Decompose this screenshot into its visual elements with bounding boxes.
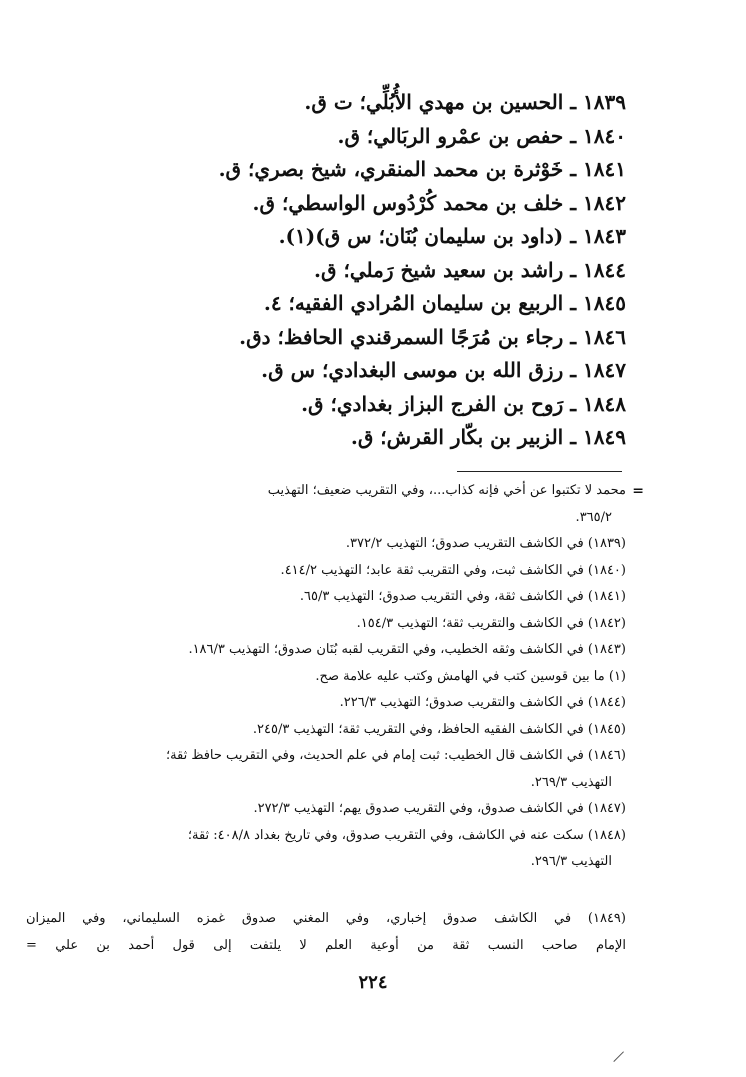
footnote-1: (١) ما بين قوسين كتب في الهامش وكتب عليه علامة صح. xyxy=(315,668,626,684)
footnote-1847: (١٨٤٧) في الكاشف صدوق، وفي التقريب صدوق يهم؛ التهذيب ٢٧٢/٣. xyxy=(253,801,626,816)
entry-1846: ١٨٤٦ ـ رجاء بن مُرَجًا السمرقندي الحافظ؛ دق. xyxy=(239,324,626,349)
footnote-continuation xyxy=(66,478,644,505)
footnotes xyxy=(66,478,644,876)
footnote-line: ٣٦٥/٢. xyxy=(575,509,612,525)
entry-1848: ١٨٤٨ ـ رَوح بن الفرج البزاز بغدادي؛ ق. xyxy=(301,391,626,416)
footnote-1848: (١٨٤٨) سكت عنه في الكاشف، وفي التقريب صدوق، وفي تاريخ بغداد ٤٠٨/٨: ثقة؛ xyxy=(187,827,626,843)
footnote-1841: (١٨٤١) في الكاشف ثقة، وفي التقريب صدوق؛ التهذيب ٦٥/٣. xyxy=(299,589,626,604)
page-number: ٢٢٤ xyxy=(358,972,388,993)
entry-1841: ١٨٤١ ـ خَوْثرة بن محمد المنقري، شيخ بصري؛ ق. xyxy=(218,157,626,181)
continuation-marker: = xyxy=(632,483,644,499)
footnote-1840: (١٨٤٠) في الكاشف ثبت، وفي التقريب ثقة عابد؛ التهذيب ٤١٤/٢. xyxy=(280,562,626,578)
footnote-1839: (١٨٣٩) في الكاشف التقريب صدوق؛ التهذيب ٣٧٢/٢. xyxy=(345,536,626,551)
entries-list xyxy=(106,86,626,455)
entry-1840: ١٨٤٠ ـ حفص بن عمْرو الربَالي؛ ق. xyxy=(337,123,626,148)
footnote-line: التهذيب ٢٦٩/٣. xyxy=(530,774,612,790)
entry-1845: ١٨٤٥ ـ الربيع بن سليمان المُرادي الفقيه؛ ٤. xyxy=(263,291,626,315)
entry-1847: ١٨٤٧ ـ رزق الله بن موسى البغدادي؛ س ق. xyxy=(261,358,626,382)
footnote-continuation-text: محمد لا تكتبوا عن أخي فإنه كذاب...، وفي التقريب ضعيف؛ التهذيب xyxy=(267,483,626,498)
footnote-1845: (١٨٤٥) في الكاشف الفقيه الحافظ، وفي التقريب ثقة؛ التهذيب ٢٤٥/٣. xyxy=(252,721,626,737)
footnote-line: الإمام صاحب النسب ثقة من أوعية العلم لا يلتفت إلى قول أحمد بن علي = xyxy=(26,937,626,953)
footnote-1849: (١٨٤٩) في الكاشف صدوق إخباري، وفي المغني صدوق غمزه السليماني، وفي الميزان xyxy=(26,911,626,926)
entry-1849: ١٨٤٩ ـ الزبير بن بكّار القرش؛ ق. xyxy=(350,425,626,449)
footnote-1844: (١٨٤٤) في الكاشف والتقريب صدوق؛ التهذيب ٢٢٦/٣. xyxy=(339,695,626,710)
entry-1842: ١٨٤٢ ـ خلف بن محمد كُرْدُوس الواسطي؛ ق. xyxy=(252,190,626,215)
entry-1839: ١٨٣٩ ـ الحسين بن مهدي الأُبُلِّي؛ ت ق. xyxy=(304,90,626,114)
footnote-1846: (١٨٤٦) في الكاشف قال الخطيب: ثبت إمام في علم الحديث، وفي التقريب حافظ ثقة؛ xyxy=(165,748,626,763)
scan-mark xyxy=(613,1051,624,1062)
footnote-1843: (١٨٤٣) في الكاشف وثقه الخطيب، وفي التقريب لقبه بُنَان صدوق؛ التهذيب ١٨٦/٣. xyxy=(188,642,626,657)
footnote-1849-block xyxy=(26,906,626,959)
entry-1843: ١٨٤٣ ـ (داود بن سليمان بُنَان؛ س ق)(١). xyxy=(278,224,626,248)
footnote-line: التهذيب ٢٩٦/٣. xyxy=(530,854,612,869)
footnote-1842: (١٨٤٢) في الكاشف والتقريب ثقة؛ التهذيب ١٥٤/٣. xyxy=(356,615,626,631)
entry-1844: ١٨٤٤ ـ راشد بن سعيد شيخ رَملي؛ ق. xyxy=(314,257,626,282)
footnote-divider xyxy=(457,471,622,472)
